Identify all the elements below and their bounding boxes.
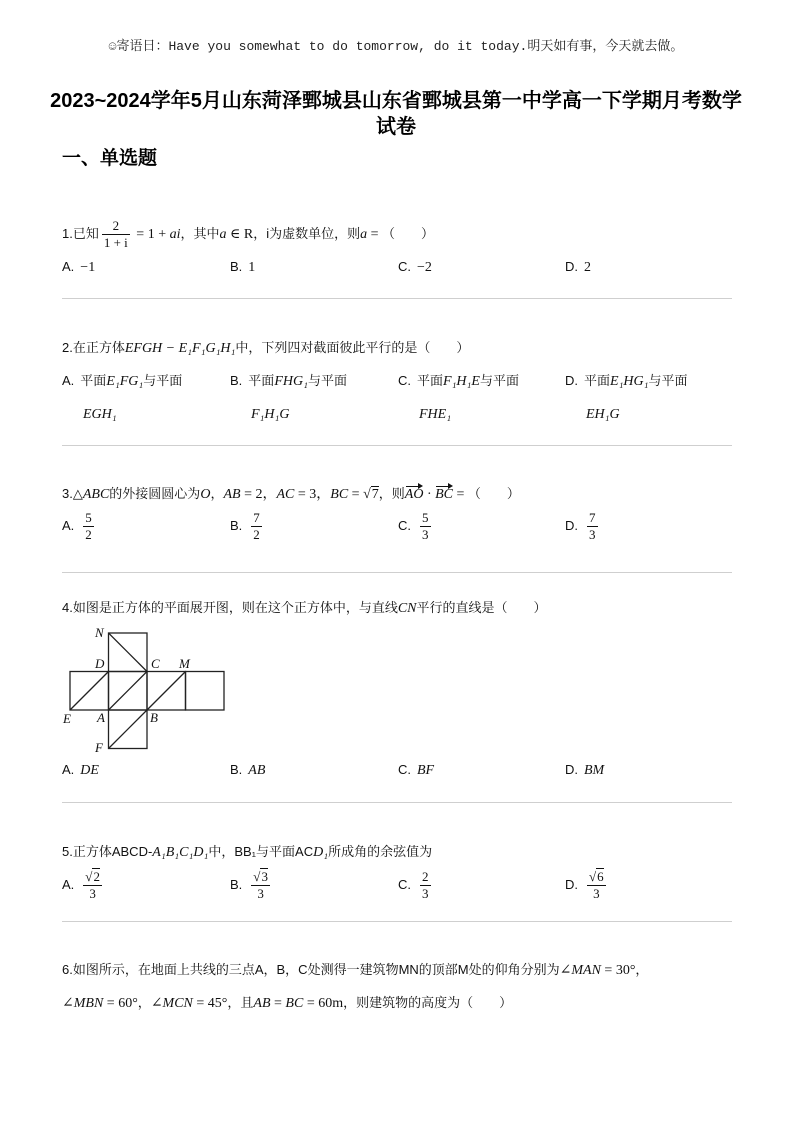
plane-2: EH₁G <box>586 407 620 422</box>
plane-2: EGH₁ <box>83 407 117 422</box>
denominator: 3 <box>589 527 596 543</box>
q4-text: 平行的直线是（ ） <box>416 600 547 615</box>
q5-prefix: 5.正方体ABCD- <box>62 844 153 859</box>
q6-text-a: ，且 <box>227 995 254 1010</box>
q5-option-c <box>398 864 434 906</box>
diagonal-nc <box>109 633 148 672</box>
option-letter: D. <box>565 373 578 388</box>
question-3-stem <box>62 482 520 506</box>
header-motto: ☺寄语日：Have you somewhat to do tomorrow, do it today.明天如有事，今天就去做。 <box>108 39 684 54</box>
question-6-stem-line-2 <box>62 993 512 1013</box>
plane-2: FHE₁ <box>419 407 452 422</box>
q3-dot: · <box>423 487 436 502</box>
q6-dist-ab: AB <box>253 996 271 1011</box>
with-word: 与平面 <box>143 373 183 388</box>
option-fraction <box>420 510 431 542</box>
option-value: BF <box>417 763 435 778</box>
option-fraction <box>587 869 606 901</box>
q6-angle-1-name: ∠MAN <box>559 963 601 978</box>
option-fraction <box>251 869 270 901</box>
q5-solid: A₁B₁C₁D₁ <box>152 845 209 860</box>
diagonal-mb <box>147 672 186 711</box>
numerator: 5 <box>85 510 92 526</box>
q1-fraction-numerator: 2 <box>112 218 120 234</box>
numerator: 7 <box>253 510 260 526</box>
option-letter: B. <box>230 762 243 777</box>
option-fraction <box>83 869 102 901</box>
question-1-options <box>0 257 792 277</box>
diagonal-bf <box>109 710 148 749</box>
question-2-stem <box>62 338 469 358</box>
q1-option-d <box>565 257 591 278</box>
radicand: 2 <box>93 869 100 885</box>
q4-option-c <box>398 760 434 781</box>
option-letter: B. <box>230 877 243 892</box>
label-f: F <box>95 740 103 755</box>
sqrt-sign: √ <box>85 869 93 885</box>
q2-option-d <box>565 365 688 431</box>
q6-sep: ， <box>137 995 151 1010</box>
option-letter: B. <box>230 373 243 388</box>
page-title-line-1: 2023~2024学年5月山东菏泽鄄城县山东省鄄城县第一中学高一下学期月考数学 <box>50 90 742 112</box>
label-m: M <box>179 656 190 671</box>
q5-option-d <box>565 864 609 906</box>
q4-option-d <box>565 760 604 781</box>
q6-dist-bc: BC <box>285 996 304 1011</box>
question-3-options <box>0 506 792 546</box>
q5-plane-point: D₁ <box>313 845 329 860</box>
q2-solid: EFGH − E₁F₁G₁H₁ <box>124 341 236 356</box>
q3-sep: ， <box>210 486 224 501</box>
option-letter: D. <box>565 518 578 533</box>
q3-bc-radicand: 7 <box>371 487 379 502</box>
q3-prefix: 3.△ <box>62 486 83 501</box>
q6-prefix: 6.如图所示，在地面上共线的三点A，B，C处测得一建筑物MN的顶部M处的仰角分别为 <box>62 962 560 977</box>
plane-1: FHG₁ <box>274 374 308 389</box>
q6-angle-1-value: = 30° <box>600 963 636 978</box>
option-letter: B. <box>230 518 243 533</box>
question-2-options <box>0 365 792 429</box>
numerator <box>83 869 102 885</box>
q1-option-c <box>398 257 432 278</box>
label-d: D <box>95 656 105 671</box>
sqrt-sign: √ <box>363 487 371 502</box>
q3-bc-eq: = <box>348 487 364 502</box>
q3-option-b <box>230 506 265 546</box>
option-letter: C. <box>398 762 411 777</box>
option-letter: A. <box>62 518 75 533</box>
option-letter: C. <box>398 877 411 892</box>
section-heading: 一、单选题 <box>62 148 158 169</box>
q3-text-b: ，则 <box>378 486 405 501</box>
option-line-1 <box>398 365 519 398</box>
q1-text-a: ，其中 <box>180 226 220 241</box>
option-fraction <box>587 510 598 542</box>
plane-word: 平面 <box>80 373 107 388</box>
q3-bc: BC <box>330 487 349 502</box>
q3-center: O <box>200 487 211 502</box>
q3-eq: = <box>453 487 468 502</box>
q4-line: CN <box>397 601 417 616</box>
denominator: 3 <box>587 885 606 902</box>
q6-sep: ， <box>635 962 649 977</box>
q5-option-b <box>230 864 273 906</box>
q1-blank: （ ） <box>382 226 435 241</box>
option-value: −2 <box>417 260 432 275</box>
option-letter: D. <box>565 762 578 777</box>
q6-angle-3-name: ∠MCN <box>150 996 193 1011</box>
option-line-1 <box>230 365 347 398</box>
question-divider <box>62 802 732 803</box>
q3-text-a: 的外接圆圆心为 <box>109 486 201 501</box>
option-line-1 <box>62 365 182 398</box>
option-value: AB <box>248 763 266 778</box>
question-divider <box>62 445 732 446</box>
q6-dist-value: = 60m <box>303 996 344 1011</box>
diagonal-ca <box>109 672 148 711</box>
question-4-stem <box>62 598 547 618</box>
denominator: 3 <box>422 527 429 543</box>
q3-ac: AC <box>276 487 295 502</box>
option-value: 1 <box>248 260 256 275</box>
q6-angle-2-name: ∠MBN <box>62 996 104 1011</box>
label-n: N <box>95 625 104 640</box>
option-letter: B. <box>230 259 243 274</box>
option-line-2 <box>230 398 347 431</box>
q1-equation-var: ai <box>169 227 181 242</box>
option-line-2 <box>565 398 688 431</box>
with-word: 与平面 <box>479 373 519 388</box>
label-b: B <box>150 710 158 725</box>
option-fraction <box>83 510 94 542</box>
q5-text-a: 中，BB₁与平面AC <box>208 844 314 859</box>
plane-word: 平面 <box>248 373 275 388</box>
option-fraction <box>420 869 431 901</box>
q3-ab-value: = 2， <box>240 487 277 502</box>
net-face-far-right <box>186 672 225 711</box>
label-a: A <box>97 710 105 725</box>
q3-vector-bc: BC <box>435 487 453 502</box>
option-letter: A. <box>62 762 75 777</box>
option-fraction <box>251 510 262 542</box>
q4-option-b <box>230 760 265 781</box>
q1-condition-rest: ∈ R <box>226 227 254 242</box>
q4-prefix: 4.如图是正方体的平面展开图，则在这个正方体中，与直线 <box>62 600 398 615</box>
q5-text-b: 所成角的余弦值为 <box>328 844 433 859</box>
numerator: 5 <box>422 510 429 526</box>
sqrt-sign: √ <box>589 869 597 885</box>
q2-option-a <box>62 365 182 431</box>
q6-text-b: ，则建筑物的高度为（ ） <box>343 995 513 1010</box>
question-divider <box>62 298 732 299</box>
option-value: BM <box>584 763 605 778</box>
q1-prefix: 1.已知 <box>62 226 99 241</box>
q2-option-b <box>230 365 347 431</box>
q6-angle-3-value: = 45° <box>192 996 228 1011</box>
option-value: DE <box>80 763 99 778</box>
q1-option-a <box>62 257 95 278</box>
numerator: 2 <box>422 869 429 885</box>
question-6-stem-line-1 <box>62 960 648 980</box>
numerator: 7 <box>589 510 596 526</box>
q6-dist-eq: = <box>270 996 286 1011</box>
option-value: −1 <box>80 260 96 275</box>
numerator <box>251 869 270 885</box>
q2-text: 中，下列四对截面彼此平行的是（ ） <box>235 340 470 355</box>
option-letter: D. <box>565 877 578 892</box>
page-title-line-2: 试卷 <box>376 116 416 138</box>
q1-equation: = 1 + <box>132 227 170 242</box>
with-word: 与平面 <box>648 373 688 388</box>
denominator: 3 <box>251 885 270 902</box>
q3-option-c <box>398 506 434 546</box>
q1-condition-var: a <box>219 227 227 242</box>
option-letter: D. <box>565 259 578 274</box>
numerator <box>587 869 606 885</box>
q1-fraction <box>102 218 130 250</box>
q1-answer-var: a <box>360 227 368 242</box>
q3-option-d <box>565 506 601 546</box>
denominator: 2 <box>253 527 260 543</box>
sqrt-sign: √ <box>253 869 261 885</box>
option-letter: C. <box>398 518 411 533</box>
plane-2: F₁H₁G <box>251 407 290 422</box>
denominator: 3 <box>83 885 102 902</box>
option-value: 2 <box>584 260 591 275</box>
q3-vector-ao: AO <box>404 487 424 502</box>
option-line-2 <box>62 398 182 431</box>
option-letter: C. <box>398 373 411 388</box>
question-5-options <box>0 864 792 906</box>
plane-1: F₁H₁E <box>443 374 480 389</box>
label-c: C <box>151 656 160 671</box>
with-word: 与平面 <box>307 373 347 388</box>
question-divider <box>62 572 732 573</box>
denominator: 3 <box>422 886 429 902</box>
option-line-1 <box>565 365 688 398</box>
q3-ab: AB <box>223 487 241 502</box>
question-1-stem <box>62 214 434 254</box>
option-letter: C. <box>398 259 411 274</box>
question-divider <box>62 921 732 922</box>
q3-option-a <box>62 506 97 546</box>
q4-option-a <box>62 760 99 781</box>
question-4-options <box>0 760 792 780</box>
option-letter: A. <box>62 259 75 274</box>
radicand: 3 <box>261 869 268 885</box>
plane-word: 平面 <box>584 373 611 388</box>
q2-prefix: 2.在正方体 <box>62 340 125 355</box>
plane-1: E₁FG₁ <box>106 374 144 389</box>
q1-text-b: ，i为虚数单位，则 <box>253 226 361 241</box>
cube-net-figure <box>58 618 233 758</box>
plane-word: 平面 <box>417 373 444 388</box>
question-5-stem <box>62 842 432 862</box>
q3-ac-value: = 3， <box>294 487 331 502</box>
q1-option-b <box>230 257 255 278</box>
denominator: 2 <box>85 527 92 543</box>
q3-triangle: ABC <box>82 487 110 502</box>
q1-answer-eq: = <box>367 227 382 242</box>
plane-1: E₁HG₁ <box>610 374 649 389</box>
label-e: E <box>63 711 71 726</box>
q1-fraction-denominator: 1 + i <box>103 235 128 251</box>
q2-option-c <box>398 365 519 431</box>
radicand: 6 <box>597 869 604 885</box>
option-letter: A. <box>62 877 75 892</box>
option-letter: A. <box>62 373 75 388</box>
q3-blank: （ ） <box>467 486 520 501</box>
option-line-2 <box>398 398 519 431</box>
diagonal-de <box>70 672 109 711</box>
q5-option-a <box>62 864 105 906</box>
q6-angle-2-value: = 60° <box>103 996 138 1011</box>
